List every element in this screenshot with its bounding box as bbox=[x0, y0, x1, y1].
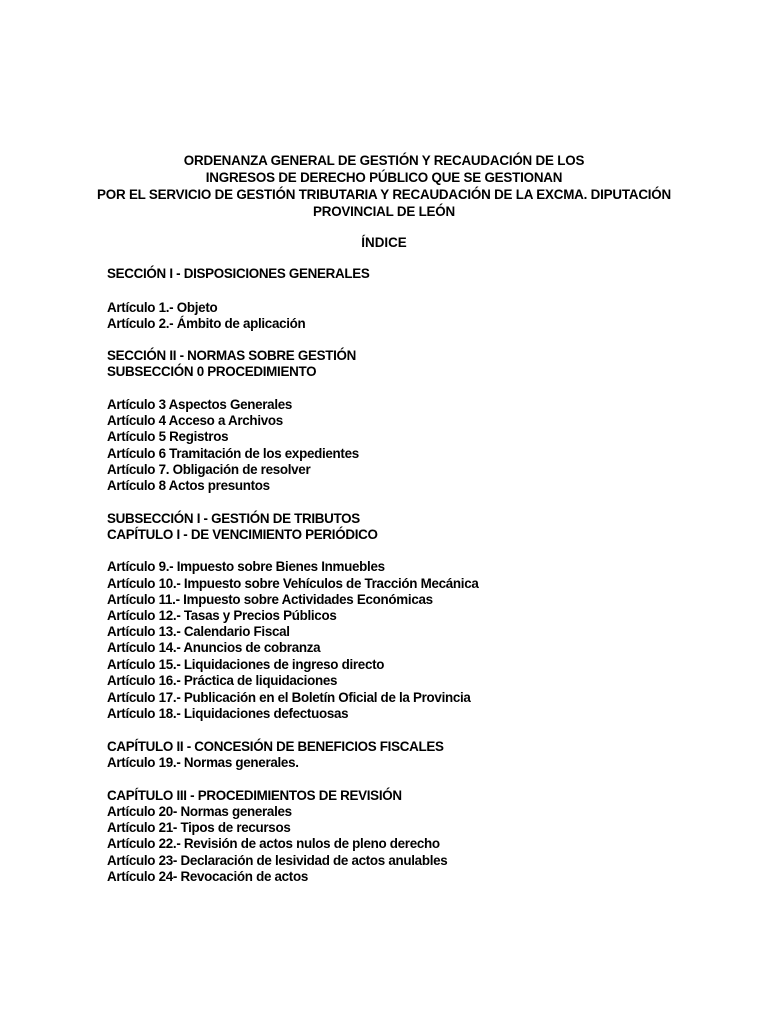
toc-article: Artículo 7. Obligación de resolver bbox=[107, 462, 311, 477]
index-heading: ÍNDICE bbox=[361, 235, 407, 250]
toc-article: Artículo 12.- Tasas y Precios Públicos bbox=[107, 608, 337, 623]
toc-article: Artículo 10.- Impuesto sobre Vehículos de Tracción Mecánica bbox=[107, 576, 479, 591]
toc-article: Artículo 3 Aspectos Generales bbox=[107, 397, 293, 412]
title-line: ORDENANZA GENERAL DE GESTIÓN Y RECAUDACIÓN DE LOS bbox=[183, 153, 585, 168]
toc-article: Artículo 16.- Práctica de liquidaciones bbox=[107, 673, 338, 688]
toc-article: Artículo 1.- Objeto bbox=[107, 300, 218, 315]
toc-chapter-heading: CAPÍTULO II - CONCESIÓN DE BENEFICIOS FISCALES bbox=[107, 739, 444, 754]
toc-section-heading: SECCIÓN II - NORMAS SOBRE GESTIÓN bbox=[107, 348, 357, 363]
toc-article: Artículo 20- Normas generales bbox=[107, 804, 292, 819]
toc-article: Artículo 19.- Normas generales. bbox=[107, 755, 299, 770]
toc-article: Artículo 5 Registros bbox=[107, 429, 229, 444]
toc-article: Artículo 14.- Anuncios de cobranza bbox=[107, 640, 321, 655]
toc-subsection-heading: SUBSECCIÓN I - GESTIÓN DE TRIBUTOS bbox=[107, 511, 360, 526]
toc-article: Artículo 13.- Calendario Fiscal bbox=[107, 624, 290, 639]
toc-section-heading: SECCIÓN I - DISPOSICIONES GENERALES bbox=[107, 266, 370, 281]
toc-subsection-heading: SUBSECCIÓN 0 PROCEDIMIENTO bbox=[107, 364, 317, 379]
toc-article: Artículo 4 Acceso a Archivos bbox=[107, 413, 283, 428]
toc-article: Artículo 2.- Ámbito de aplicación bbox=[107, 316, 306, 331]
title-line: POR EL SERVICIO DE GESTIÓN TRIBUTARIA Y RECAUDACIÓN DE LA EXCMA. DIPUTACIÓN bbox=[97, 187, 671, 202]
toc-article: Artículo 18.- Liquidaciones defectuosas bbox=[107, 706, 349, 721]
toc-article: Artículo 6 Tramitación de los expedientes bbox=[107, 446, 359, 461]
title-line: INGRESOS DE DERECHO PÚBLICO QUE SE GESTIONAN bbox=[205, 170, 563, 185]
toc-article: Artículo 23- Declaración de lesividad de actos anulables bbox=[107, 853, 448, 868]
toc-chapter-heading: CAPÍTULO III - PROCEDIMIENTOS DE REVISIÓN bbox=[107, 788, 402, 803]
toc-article: Artículo 22.- Revisión de actos nulos de pleno derecho bbox=[107, 836, 440, 851]
toc-article: Artículo 17.- Publicación en el Boletín Oficial de la Provincia bbox=[107, 690, 471, 705]
toc-article: Artículo 15.- Liquidaciones de ingreso directo bbox=[107, 657, 385, 672]
title-line: PROVINCIAL DE LEÓN bbox=[313, 204, 455, 219]
document-title bbox=[60, 152, 708, 220]
toc-article: Artículo 9.- Impuesto sobre Bienes Inmuebles bbox=[107, 559, 385, 574]
toc-article: Artículo 11.- Impuesto sobre Actividades Económicas bbox=[107, 592, 433, 607]
toc-chapter-heading: CAPÍTULO I - DE VENCIMIENTO PERIÓDICO bbox=[107, 527, 378, 542]
toc-article: Artículo 21- Tipos de recursos bbox=[107, 820, 291, 835]
toc-article: Artículo 8 Actos presuntos bbox=[107, 478, 270, 493]
toc-article: Artículo 24- Revocación de actos bbox=[107, 869, 308, 884]
